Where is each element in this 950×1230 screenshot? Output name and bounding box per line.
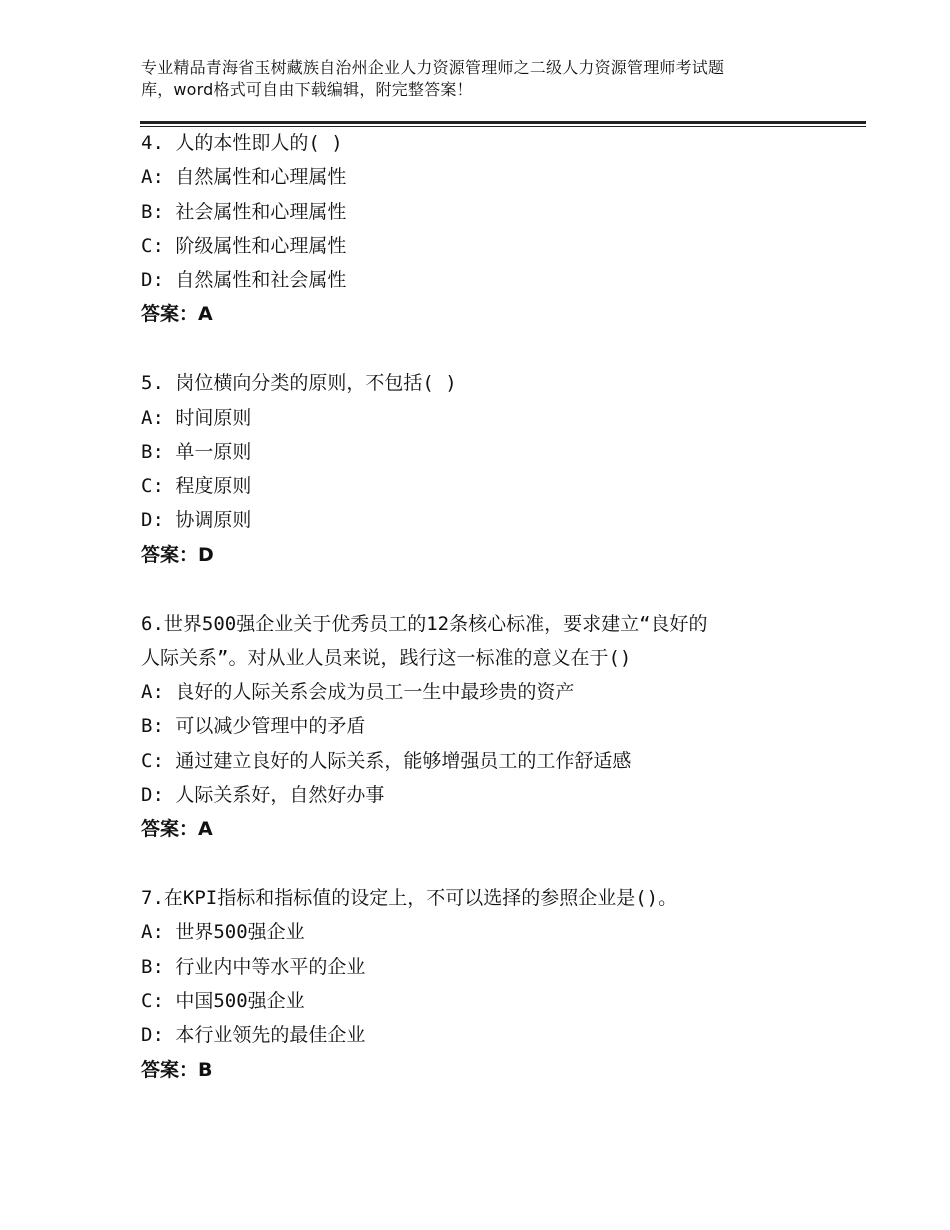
answer-label: 答案：A — [141, 303, 213, 326]
question-item — [141, 881, 841, 1087]
question-stem: 4. 人的本性即人的( ) — [141, 132, 343, 154]
answer-label: 答案：A — [141, 818, 213, 841]
header-line-1: 专业精品青海省玉树藏族自治州企业人力资源管理师之二级人力资源管理师考试题 — [141, 58, 725, 77]
option-a: A: 时间原则 — [141, 406, 252, 429]
option-b: B: 可以减少管理中的矛盾 — [141, 715, 366, 738]
option-c: C: 中国500强企业 — [141, 990, 305, 1013]
question-spacer — [141, 332, 841, 367]
question-stem: 7.在KPI指标和指标值的设定上，不可以选择的参照企业是()。 — [141, 887, 678, 910]
option-d: D: 人际关系好，自然好办事 — [141, 784, 385, 807]
option-c: C: 程度原则 — [141, 475, 252, 498]
answer-label: 答案：D — [141, 543, 214, 566]
question-stem-line-2: 人际关系”。对从业人员来说，践行这一标准的意义在于() — [141, 646, 632, 669]
question-list — [141, 126, 841, 1087]
question-item — [141, 607, 841, 847]
question-stem-line-1: 6.世界500强企业关于优秀员工的12条核心标准，要求建立“良好的 — [141, 612, 708, 635]
question-stem: 5. 岗位横向分类的原则，不包括( ) — [141, 372, 457, 395]
option-b: B: 单一原则 — [141, 440, 252, 463]
question-spacer — [141, 572, 841, 607]
option-b: B: 社会属性和心理属性 — [141, 200, 347, 223]
answer-label: 答案：B — [141, 1058, 213, 1081]
question-item — [141, 366, 841, 572]
question-item — [141, 126, 841, 332]
header-line-2: 库，word格式可自由下载编辑，附完整答案！ — [141, 80, 473, 99]
document-header — [141, 57, 841, 101]
header-rule-thick — [140, 121, 866, 124]
option-c: C: 阶级属性和心理属性 — [141, 234, 347, 257]
option-c: C: 通过建立良好的人际关系，能够增强员工的工作舒适感 — [141, 749, 632, 772]
option-a: A: 世界500强企业 — [141, 921, 305, 944]
question-spacer — [141, 847, 841, 882]
option-a: A: 良好的人际关系会成为员工一生中最珍贵的资产 — [141, 681, 575, 704]
option-d: D: 自然属性和社会属性 — [141, 269, 347, 292]
option-d: D: 协调原则 — [141, 509, 252, 532]
option-a: A: 自然属性和心理属性 — [141, 166, 347, 189]
option-d: D: 本行业领先的最佳企业 — [141, 1024, 366, 1047]
option-b: B: 行业内中等水平的企业 — [141, 955, 366, 978]
